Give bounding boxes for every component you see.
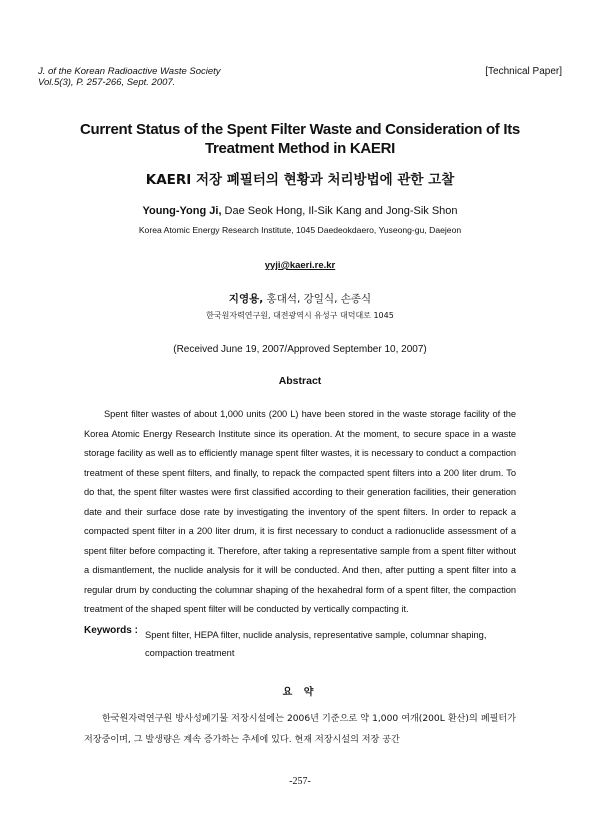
page-number: -257- xyxy=(289,776,311,787)
title-english-line1: Current Status of the Spent Filter Waste and Consideration of Its xyxy=(80,121,520,138)
authors-korean xyxy=(100,291,500,306)
authors-english xyxy=(40,205,560,217)
co-authors: Dae Seok Hong, Il-Sik Kang and Jong-Sik Shon xyxy=(221,205,458,217)
abstract-heading: Abstract xyxy=(278,375,322,387)
abstract-text: Spent filter wastes of about 1,000 units (200 L) have been stored in the waste storage facility of the Korea Atomic Energy Research Institute since its operation. At the moment, to secure space in a waste storage facility as well as to efficiently manage spent filter wastes, it is necessary to conduct a compaction treatment of these spent filters, and finally, to repack the compacted spent filters into a 200 liter drum. To do that, the spent filter wastes were first classified according to their generation facilities, their generation date and their surface dose rate by investigating the inventory of the spent filters. In order to repack a compacted spent filter in a 200 liter drum, it is first necessary to conduct a radionuclide assessment of a spent filter before compacting it. Therefore, after taking a representative sample from a spent filter without a dismantlement, the nuclide analysis for it will be conducted. And then, after putting a spent filter into a regular drum by conducting the columnar shaping of the hexahedral form of a spent filter, the compaction treatment of the shaped spent filter will be conducted by vertically compacting it. xyxy=(84,409,516,615)
co-authors-korean: 홍대석, 강일식, 손종식 xyxy=(263,293,372,305)
journal-name: J. of the Korean Radioactive Waste Society xyxy=(38,66,221,77)
lead-author: Young-Yong Ji, xyxy=(142,205,222,217)
title-english-line2: Treatment Method in KAERI xyxy=(204,140,395,157)
title-korean: KAERI 저장 폐필터의 현황과 처리방법에 관한 고찰 xyxy=(145,172,455,188)
korean-summary-text: 한국원자력연구원 방사성폐기물 저장시설에는 2006년 기준으로 약 1,000 여개(200L 환산)의 폐필터가 저장중이며, 그 발생량은 계속 증가하는 추세에 있다. 현재 저장시설의 저장 공간 xyxy=(84,714,516,745)
journal-volume: Vol.5(3), P. 257-266, Sept. 2007. xyxy=(38,77,176,88)
title-english xyxy=(60,120,540,158)
received-approved-dates: (Received June 19, 2007/Approved September 10, 2007) xyxy=(173,344,427,355)
author-email-link[interactable]: yyji@kaeri.re.kr xyxy=(264,260,336,271)
affiliation-english: Korea Atomic Energy Research Institute, 1045 Daedeokdaero, Yuseong-gu, Daejeon xyxy=(138,225,462,235)
journal-citation xyxy=(38,66,221,88)
abstract-body xyxy=(84,405,516,620)
paper-type-label: [Technical Paper] xyxy=(485,66,562,77)
keywords-list: Spent filter, HEPA filter, nuclide analysis, representative sample, columnar shaping, compaction treatment xyxy=(145,630,487,658)
korean-summary-heading: 요 약 xyxy=(282,687,318,698)
korean-summary-body xyxy=(84,709,516,751)
affiliation-korean: 한국원자력연구원, 대전광역시 유성구 대덕대로 1045 xyxy=(206,311,394,320)
lead-author-korean: 지영용, xyxy=(228,293,264,305)
keywords-label: Keywords : xyxy=(84,625,138,636)
